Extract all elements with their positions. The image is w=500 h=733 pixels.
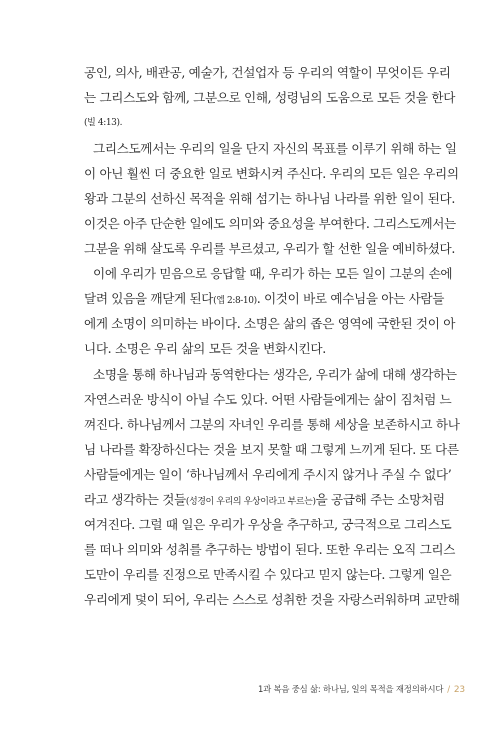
footer-separator: / <box>447 684 450 694</box>
body-text-line: 그분을 위해 살도록 우리를 부르셨고, 우리가 할 선한 일을 예비하셨다. <box>84 241 456 256</box>
body-text-line: 공인, 의사, 배관공, 예술가, 건설업자 등 우리의 역할이 무엇이든 우리 <box>84 65 451 80</box>
body-text-line: 님 나라를 확장하신다는 것을 보지 못할 때 그렇게 느끼게 된다. 또 다른 <box>84 442 459 457</box>
body-text-segment: 을 공급해 주는 소망처럼 <box>315 492 445 507</box>
scripture-reference: (엡 2:8-10) <box>213 296 257 306</box>
body-text-line: 니다. 소명은 우리 삶의 모든 것을 변화시킨다. <box>84 341 326 356</box>
body-text-segment: 달려 있음을 깨닫게 된다 <box>84 291 214 306</box>
body-text-segment: . 이것이 바로 예수님을 아는 사람들 <box>256 291 445 306</box>
scripture-reference: (빌 4:13). <box>84 118 123 128</box>
body-text-line: 자연스러운 방식이 아닐 수도 있다. 어떤 사람들에게는 삶이 짐처럼 느 <box>84 392 452 407</box>
running-head: 1과 복음 중심 삶: 하나님, 일의 목적을 재정의하시다 <box>258 684 444 694</box>
body-text-line: 에게 소명이 의미하는 바이다. 소명은 삶의 좁은 영역에 국한된 것이 아 <box>84 316 456 331</box>
page-number: 23 <box>453 685 465 695</box>
body-text-line-with-reference <box>84 290 444 310</box>
body-text-segment: 라고 생각하는 것들 <box>84 492 186 507</box>
page-footer <box>258 683 465 695</box>
body-text-line: 여겨진다. 그럴 때 일은 우리가 우상을 추구하고, 궁극적으로 그리스도 <box>84 517 452 532</box>
body-text-line: 이에 우리가 믿음으로 응답할 때, 우리가 하는 모든 일이 그분의 손에 <box>93 266 453 281</box>
parenthetical-note: (성경이 우리의 우상이라고 부르는) <box>185 497 316 507</box>
body-text-line: 는 그리스도와 함께, 그분으로 인해, 성령님의 도움으로 모든 것을 한다 <box>84 90 456 105</box>
body-text-line: 우리에게 덫이 되어, 우리는 스스로 성취한 것을 자랑스러워하며 교만해 <box>84 592 460 607</box>
body-text-line: 를 떠나 의미와 성취를 추구하는 방법이 된다. 또한 우리는 오직 그리스 <box>84 542 456 557</box>
body-text-line: 소명을 통해 하나님과 동역한다는 생각은, 우리가 삶에 대해 생각하는 <box>93 367 457 382</box>
body-text-line: 왕과 그분의 선하신 목적을 위해 섬기는 하나님 나라를 위한 일이 된다. <box>84 191 456 206</box>
body-text-line-with-note <box>84 491 444 511</box>
body-text-line: 그리스도께서는 우리의 일을 단지 자신의 목표를 이루기 위해 하는 일 <box>93 141 457 156</box>
body-text-line: 이 아닌 훨씬 더 중요한 일로 변화시켜 주신다. 우리의 모든 일은 우리의 <box>84 166 459 181</box>
body-text-line: 도만이 우리를 진정으로 만족시킬 수 있다고 믿지 않는다. 그렇게 일은 <box>84 567 452 582</box>
body-text-line: 껴진다. 하나님께서 그분의 자녀인 우리를 통해 세상을 보존하시고 하나 <box>84 417 460 432</box>
body-text-line: 사람들에게는 일이 ‘하나님께서 우리에게 주시지 않거나 주실 수 없다’ <box>84 467 452 482</box>
body-text-line: 이것은 아주 단순한 일에도 의미와 중요성을 부여한다. 그리스도께서는 <box>84 216 456 231</box>
